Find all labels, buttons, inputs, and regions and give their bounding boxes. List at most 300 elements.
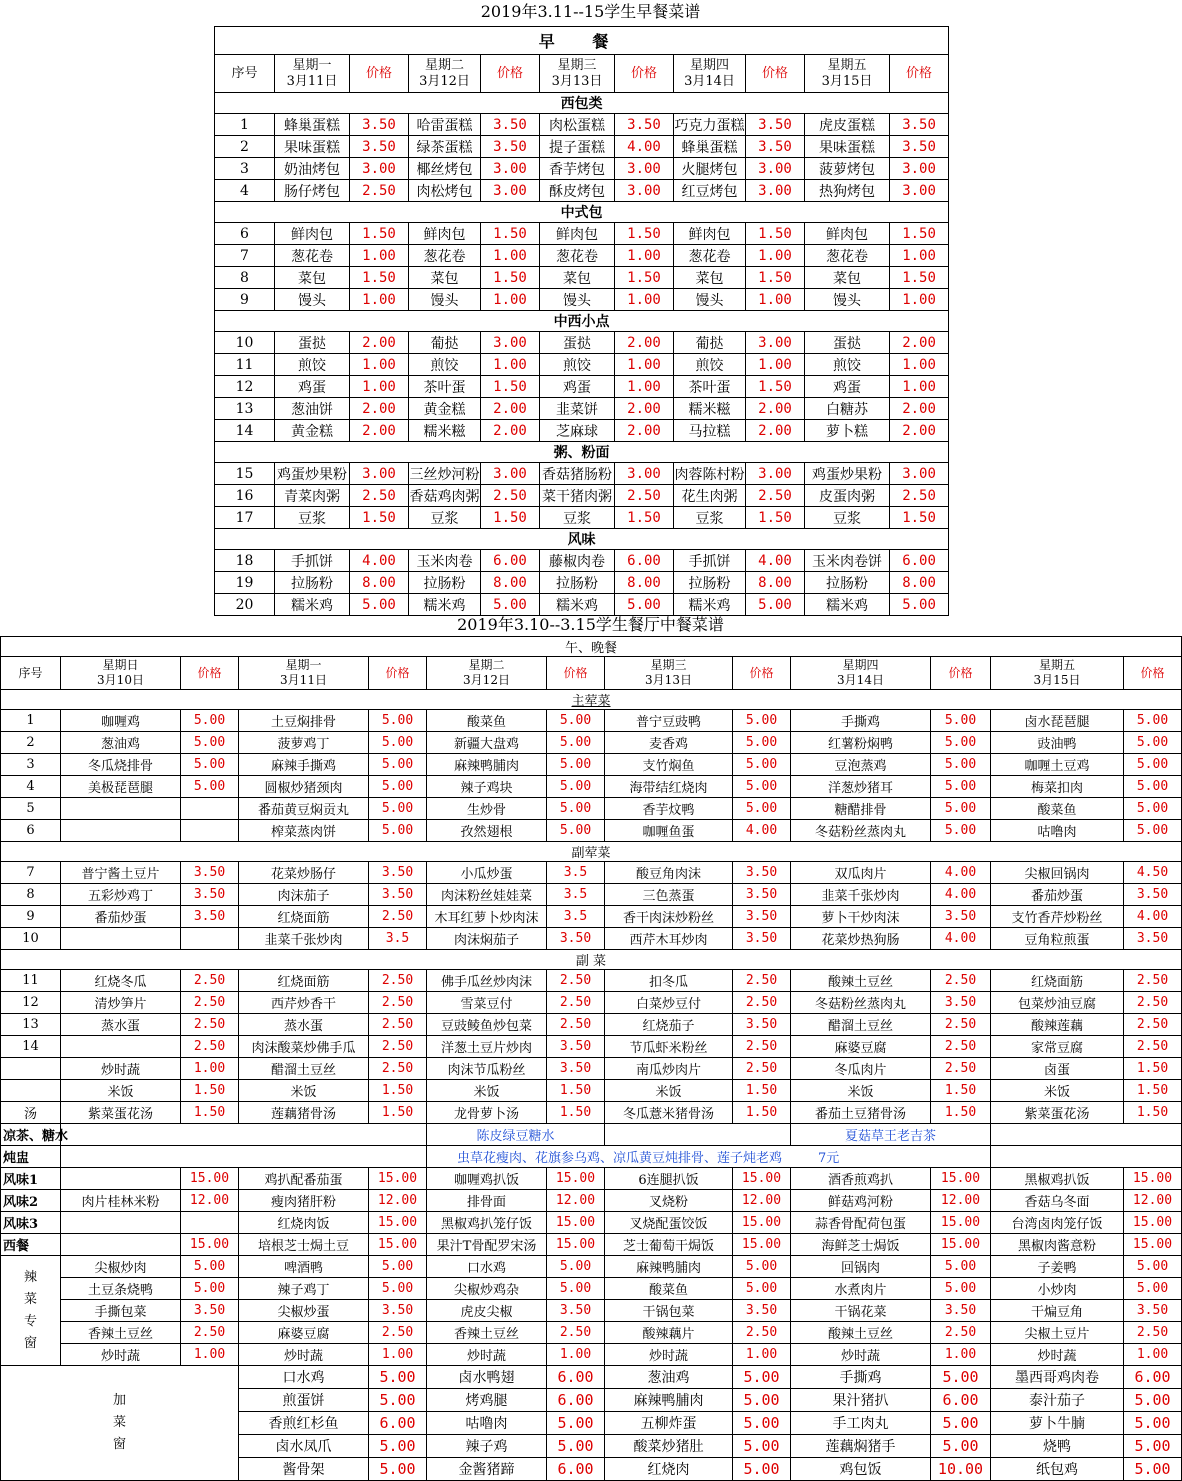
dish-name: 虎皮蛋糕 bbox=[805, 114, 890, 136]
dish-price: 1.00 bbox=[890, 376, 949, 398]
dish-name: 煎蛋饼 bbox=[239, 1389, 369, 1412]
dish-price: 6.00 bbox=[931, 1389, 991, 1412]
dish-name: 葱花卷 bbox=[275, 245, 350, 267]
dish-name: 提子蛋糕 bbox=[540, 136, 615, 158]
dish-price: 15.00 bbox=[369, 1234, 427, 1256]
dish-name: 拉肠粉 bbox=[540, 572, 615, 594]
dish-price bbox=[181, 1212, 239, 1234]
dish-price: 5.00 bbox=[369, 1458, 427, 1481]
extra-label-text: 加菜窗 bbox=[112, 1393, 126, 1452]
dish-price: 3.50 bbox=[181, 906, 239, 928]
dish-name: 菜干猪肉粥 bbox=[540, 485, 615, 507]
dish-name bbox=[61, 1234, 181, 1256]
dish-name: 豆浆 bbox=[275, 507, 350, 529]
section-title: 中式包 bbox=[215, 202, 949, 223]
dish-name: 番茄炒蛋 bbox=[991, 884, 1124, 906]
dish-name: 米饭 bbox=[791, 1080, 931, 1102]
dish-price: 3.00 bbox=[890, 158, 949, 180]
dish-price: 3.00 bbox=[615, 180, 674, 202]
row-number bbox=[1, 1058, 61, 1080]
dish-name: 花菜炒热狗肠 bbox=[791, 928, 931, 950]
day-name: 星期日 bbox=[102, 658, 139, 672]
dish-price: 5.00 bbox=[369, 710, 427, 732]
stew-row bbox=[1, 1146, 1182, 1168]
table-row bbox=[1, 754, 1182, 776]
dish-price: 3.00 bbox=[746, 332, 805, 354]
table-row bbox=[1, 1036, 1182, 1058]
dish-price: 5.00 bbox=[1124, 776, 1182, 798]
day-header bbox=[275, 55, 350, 93]
dish-name: 莲藕焖猪手 bbox=[791, 1435, 931, 1458]
dish-price: 15.00 bbox=[733, 1234, 791, 1256]
dish-name: 香芋炆鸭 bbox=[605, 798, 733, 820]
price-header: 价格 bbox=[733, 657, 791, 690]
dish-price: 1.00 bbox=[181, 1058, 239, 1080]
table-row bbox=[1, 928, 1182, 950]
dish-price: 3.00 bbox=[746, 463, 805, 485]
dish-price: 2.00 bbox=[890, 420, 949, 442]
empty-cell bbox=[991, 1146, 1182, 1168]
dish-price: 5.00 bbox=[1124, 1458, 1182, 1481]
dish-name: 拉肠粉 bbox=[674, 572, 746, 594]
dish-price: 3.00 bbox=[746, 180, 805, 202]
dish-price: 1.00 bbox=[615, 245, 674, 267]
dish-price: 3.50 bbox=[931, 992, 991, 1014]
dish-name: 普宁豆豉鸭 bbox=[605, 710, 733, 732]
table-row bbox=[215, 289, 949, 311]
dish-price: 6.00 bbox=[547, 1458, 605, 1481]
section-title: 风味 bbox=[215, 529, 949, 550]
dish-price: 2.50 bbox=[1124, 1322, 1182, 1344]
dish-name: 卤水琵琶腿 bbox=[991, 710, 1124, 732]
dish-price: 2.50 bbox=[931, 970, 991, 992]
flavor-label: 风味2 bbox=[1, 1190, 61, 1212]
dish-name: 雪菜豆付 bbox=[427, 992, 547, 1014]
dish-name: 紫菜蛋花汤 bbox=[991, 1102, 1124, 1124]
stew-label: 炖盅 bbox=[1, 1146, 61, 1168]
dish-price: 3.50 bbox=[181, 884, 239, 906]
dish-price: 3.50 bbox=[481, 136, 540, 158]
dish-price: 1.00 bbox=[931, 1344, 991, 1366]
dish-name: 葱油鸡 bbox=[605, 1366, 733, 1389]
dish-name: 蛋挞 bbox=[275, 332, 350, 354]
dish-name: 麻辣鸭脯肉 bbox=[605, 1389, 733, 1412]
dish-name: 普宁酱土豆片 bbox=[61, 862, 181, 884]
dish-price: 1.00 bbox=[481, 245, 540, 267]
dish-name: 豉油鸭 bbox=[991, 732, 1124, 754]
dish-price: 3.00 bbox=[481, 332, 540, 354]
section-row bbox=[215, 202, 949, 223]
dish-price bbox=[181, 928, 239, 950]
dish-price: 5.00 bbox=[181, 1256, 239, 1278]
dish-name: 果汁猪扒 bbox=[791, 1389, 931, 1412]
dish-name: 蒸水蛋 bbox=[239, 1014, 369, 1036]
dish-price: 5.00 bbox=[1124, 1412, 1182, 1435]
price-header: 价格 bbox=[181, 657, 239, 690]
seq-header: 序号 bbox=[215, 55, 275, 93]
sub-section-title: 副荤菜 bbox=[1, 842, 1182, 862]
table-row bbox=[1, 798, 1182, 820]
dish-name: 拉肠粉 bbox=[275, 572, 350, 594]
dish-price: 4.00 bbox=[746, 550, 805, 572]
dish-name: 鲜肉包 bbox=[805, 223, 890, 245]
dish-name: 肉蓉陈村粉 bbox=[674, 463, 746, 485]
dish-price: 3.00 bbox=[890, 463, 949, 485]
dish-price: 5.00 bbox=[369, 798, 427, 820]
dish-price: 15.00 bbox=[547, 1212, 605, 1234]
dish-name bbox=[61, 928, 181, 950]
dish-name: 尖椒炒蛋 bbox=[239, 1300, 369, 1322]
dish-price: 5.00 bbox=[369, 732, 427, 754]
dish-name: 香菇猪肠粉 bbox=[540, 463, 615, 485]
dish-price: 2.00 bbox=[615, 420, 674, 442]
dish-name: 蜂巢蛋糕 bbox=[275, 114, 350, 136]
dish-name: 葱油饼 bbox=[275, 398, 350, 420]
dish-name: 烤鸡腿 bbox=[427, 1389, 547, 1412]
dish-name: 培根芝士焗土豆 bbox=[239, 1234, 369, 1256]
dish-price: 3.50 bbox=[1124, 1300, 1182, 1322]
day-header bbox=[791, 657, 931, 690]
dish-name: 五彩炒鸡丁 bbox=[61, 884, 181, 906]
day-date: 3月15日 bbox=[821, 73, 873, 89]
dish-price: 3.00 bbox=[481, 463, 540, 485]
dish-price: 3.50 bbox=[350, 136, 409, 158]
dish-name: 鸡包饭 bbox=[791, 1458, 931, 1481]
dish-price: 5.00 bbox=[890, 594, 949, 616]
dish-name: 酱骨架 bbox=[239, 1458, 369, 1481]
dish-price: 1.50 bbox=[615, 223, 674, 245]
dish-price: 15.00 bbox=[733, 1212, 791, 1234]
dish-name: 蛋挞 bbox=[540, 332, 615, 354]
dish-price: 2.00 bbox=[481, 398, 540, 420]
table-row bbox=[1, 710, 1182, 732]
dish-price: 5.00 bbox=[931, 1278, 991, 1300]
dish-name: 玉米肉卷饼 bbox=[805, 550, 890, 572]
dish-name: 菜包 bbox=[409, 267, 481, 289]
dish-name: 土豆焖排骨 bbox=[239, 710, 369, 732]
dish-name: 西芹炒香干 bbox=[239, 992, 369, 1014]
dish-price: 5.00 bbox=[1124, 1256, 1182, 1278]
day-date: 3月13日 bbox=[551, 73, 603, 89]
dish-price: 3.5 bbox=[369, 928, 427, 950]
veg-section-title: 副 菜 bbox=[1, 950, 1182, 970]
dish-price: 1.00 bbox=[1124, 1344, 1182, 1366]
dish-price: 5.00 bbox=[547, 798, 605, 820]
dish-price: 12.00 bbox=[1124, 1190, 1182, 1212]
dish-name: 米饭 bbox=[61, 1080, 181, 1102]
dish-price: 6.00 bbox=[481, 550, 540, 572]
day-date: 3月11日 bbox=[286, 73, 338, 89]
dish-name: 香菇鸡肉粥 bbox=[409, 485, 481, 507]
dish-price: 2.00 bbox=[746, 420, 805, 442]
table-row bbox=[1, 1102, 1182, 1124]
dish-price: 3.5 bbox=[547, 862, 605, 884]
row-number: 8 bbox=[1, 884, 61, 906]
dish-name: 排骨面 bbox=[427, 1190, 547, 1212]
dish-price: 5.00 bbox=[733, 776, 791, 798]
dish-name: 紫菜蛋花汤 bbox=[61, 1102, 181, 1124]
dish-name bbox=[61, 820, 181, 842]
dish-price: 8.00 bbox=[890, 572, 949, 594]
dish-name: 糯米糍 bbox=[674, 398, 746, 420]
dish-name: 炒时蔬 bbox=[61, 1344, 181, 1366]
row-number: 1 bbox=[1, 710, 61, 732]
day-name: 星期五 bbox=[827, 57, 867, 73]
table-row bbox=[1, 884, 1182, 906]
day-date: 3月14日 bbox=[837, 673, 884, 687]
dish-name: 红烧面筋 bbox=[991, 970, 1124, 992]
dish-name: 麻婆豆腐 bbox=[791, 1036, 931, 1058]
table-row bbox=[215, 158, 949, 180]
dish-price: 5.00 bbox=[369, 1278, 427, 1300]
dish-price: 12.00 bbox=[931, 1190, 991, 1212]
dish-price: 5.00 bbox=[1124, 1435, 1182, 1458]
dish-name: 青菜肉粥 bbox=[275, 485, 350, 507]
dish-name: 南瓜炒肉片 bbox=[605, 1058, 733, 1080]
dish-name: 冬瓜薏米猪骨汤 bbox=[605, 1102, 733, 1124]
dish-price: 4.00 bbox=[615, 136, 674, 158]
dish-price: 5.00 bbox=[931, 798, 991, 820]
dish-price: 5.00 bbox=[733, 1412, 791, 1435]
dish-name: 咖喱鸡 bbox=[61, 710, 181, 732]
dish-price: 5.00 bbox=[181, 776, 239, 798]
dish-price: 3.5 bbox=[547, 906, 605, 928]
dish-price: 5.00 bbox=[733, 1458, 791, 1481]
dish-price: 2.50 bbox=[350, 180, 409, 202]
dish-price: 3.50 bbox=[746, 136, 805, 158]
dish-name: 干锅包菜 bbox=[605, 1300, 733, 1322]
dish-name: 馒头 bbox=[805, 289, 890, 311]
dish-price bbox=[181, 798, 239, 820]
dish-name: 啤酒鸭 bbox=[239, 1256, 369, 1278]
table-row bbox=[215, 507, 949, 529]
dish-name: 醋溜土豆丝 bbox=[239, 1058, 369, 1080]
dish-name: 黑椒肉酱意粉 bbox=[991, 1234, 1124, 1256]
dish-price: 3.50 bbox=[746, 114, 805, 136]
row-number: 18 bbox=[215, 550, 275, 572]
dish-name: 皮蛋肉粥 bbox=[805, 485, 890, 507]
flavor-row bbox=[1, 1234, 1182, 1256]
dish-price: 3.50 bbox=[890, 136, 949, 158]
dish-name: 醋溜土豆丝 bbox=[791, 1014, 931, 1036]
dish-price: 5.00 bbox=[181, 754, 239, 776]
day-header bbox=[991, 657, 1124, 690]
dish-price: 3.50 bbox=[369, 884, 427, 906]
dish-price: 5.00 bbox=[547, 1278, 605, 1300]
dish-name: 小瓜炒蛋 bbox=[427, 862, 547, 884]
dish-price: 2.50 bbox=[369, 1322, 427, 1344]
dish-name: 莲藕猪骨汤 bbox=[239, 1102, 369, 1124]
dish-name: 椰丝烤包 bbox=[409, 158, 481, 180]
dish-price: 3.00 bbox=[350, 463, 409, 485]
dish-name: 白糖苏 bbox=[805, 398, 890, 420]
dish-name: 回锅肉 bbox=[791, 1256, 931, 1278]
dish-price: 5.00 bbox=[931, 710, 991, 732]
dish-name: 鸡蛋炒果粉 bbox=[275, 463, 350, 485]
dish-price: 15.00 bbox=[547, 1234, 605, 1256]
dish-name: 芝士葡萄干焗饭 bbox=[605, 1234, 733, 1256]
tea-item-2: 夏菇草王老吉茶 bbox=[791, 1124, 991, 1146]
dish-price: 6.00 bbox=[615, 550, 674, 572]
day-header bbox=[409, 55, 481, 93]
dish-name: 煎饺 bbox=[540, 354, 615, 376]
dish-name: 糯米鸡 bbox=[540, 594, 615, 616]
extra-row bbox=[1, 1366, 1182, 1389]
dish-price: 2.50 bbox=[481, 485, 540, 507]
dish-name: 包菜炒油豆腐 bbox=[991, 992, 1124, 1014]
dish-price: 4.00 bbox=[733, 820, 791, 842]
dish-name: 红烧面筋 bbox=[239, 970, 369, 992]
dish-price: 3.50 bbox=[890, 114, 949, 136]
dish-price: 1.50 bbox=[181, 1080, 239, 1102]
dish-name: 冬菇粉丝蒸肉丸 bbox=[791, 992, 931, 1014]
dish-price: 1.50 bbox=[733, 1080, 791, 1102]
flavor-label: 风味1 bbox=[1, 1168, 61, 1190]
dish-price: 5.00 bbox=[369, 820, 427, 842]
dish-name: 叉烧粉 bbox=[605, 1190, 733, 1212]
dish-name: 鲜菇鸡河粉 bbox=[791, 1190, 931, 1212]
dish-name: 炒时蔬 bbox=[605, 1344, 733, 1366]
dish-price: 2.00 bbox=[350, 420, 409, 442]
tea-label: 凉茶、糖水 bbox=[1, 1124, 61, 1146]
day-date: 3月14日 bbox=[684, 73, 735, 89]
dish-name: 孜然翅根 bbox=[427, 820, 547, 842]
dish-name: 红豆烤包 bbox=[674, 180, 746, 202]
dish-price: 1.00 bbox=[481, 354, 540, 376]
dish-price: 15.00 bbox=[547, 1168, 605, 1190]
dish-name: 果汁T骨配罗宋汤 bbox=[427, 1234, 547, 1256]
dish-price: 2.50 bbox=[350, 485, 409, 507]
dish-price: 5.00 bbox=[369, 1389, 427, 1412]
dish-name: 扣冬瓜 bbox=[605, 970, 733, 992]
dish-price: 15.00 bbox=[181, 1168, 239, 1190]
dish-name: 糖醋排骨 bbox=[791, 798, 931, 820]
dish-price: 1.50 bbox=[615, 267, 674, 289]
row-number: 2 bbox=[1, 732, 61, 754]
dish-price: 1.50 bbox=[369, 1102, 427, 1124]
dish-price: 5.00 bbox=[547, 1435, 605, 1458]
dish-price: 4.00 bbox=[931, 928, 991, 950]
dish-price: 3.00 bbox=[890, 180, 949, 202]
dish-price: 3.50 bbox=[733, 906, 791, 928]
dish-price: 3.00 bbox=[481, 180, 540, 202]
row-number: 3 bbox=[1, 754, 61, 776]
dish-name bbox=[61, 1036, 181, 1058]
row-number: 12 bbox=[215, 376, 275, 398]
dish-price: 3.50 bbox=[547, 1300, 605, 1322]
dish-name: 冬菇粉丝蒸肉丸 bbox=[791, 820, 931, 842]
dish-name: 香辣土豆丝 bbox=[427, 1322, 547, 1344]
dish-price: 5.00 bbox=[931, 776, 991, 798]
dish-name: 菠萝烤包 bbox=[805, 158, 890, 180]
dish-price: 5.00 bbox=[1124, 1278, 1182, 1300]
dish-price: 5.00 bbox=[1124, 754, 1182, 776]
day-name: 星期四 bbox=[842, 658, 879, 672]
dish-price: 2.50 bbox=[369, 992, 427, 1014]
dish-name: 酥皮烤包 bbox=[540, 180, 615, 202]
dish-price: 5.00 bbox=[733, 1366, 791, 1389]
table-row bbox=[215, 398, 949, 420]
dish-price: 15.00 bbox=[369, 1168, 427, 1190]
dish-price: 1.50 bbox=[1124, 1102, 1182, 1124]
dish-price: 3.50 bbox=[547, 1036, 605, 1058]
dish-price: 3.50 bbox=[369, 862, 427, 884]
dish-price: 2.50 bbox=[369, 1058, 427, 1080]
day-date: 3月13日 bbox=[645, 673, 692, 687]
dish-name: 咖喱土豆鸡 bbox=[991, 754, 1124, 776]
dish-price: 2.50 bbox=[369, 970, 427, 992]
dish-price: 2.00 bbox=[350, 332, 409, 354]
dish-price: 5.00 bbox=[931, 1366, 991, 1389]
dish-price: 5.00 bbox=[733, 732, 791, 754]
stew-price: 7元 bbox=[818, 1151, 840, 1166]
flavor-row bbox=[1, 1190, 1182, 1212]
dish-price: 12.00 bbox=[181, 1190, 239, 1212]
dish-name: 双瓜肉片 bbox=[791, 862, 931, 884]
dish-price: 3.50 bbox=[181, 862, 239, 884]
dish-name: 茶叶蛋 bbox=[674, 376, 746, 398]
table-row bbox=[215, 594, 949, 616]
dish-name: 台湾卤肉笼仔饭 bbox=[991, 1212, 1124, 1234]
dish-price: 4.00 bbox=[931, 862, 991, 884]
dish-price: 3.00 bbox=[746, 158, 805, 180]
dish-name: 米饭 bbox=[239, 1080, 369, 1102]
dish-name: 卤水凤爪 bbox=[239, 1435, 369, 1458]
dish-name: 榨菜蒸肉饼 bbox=[239, 820, 369, 842]
dish-name: 墨西哥鸡肉卷 bbox=[991, 1366, 1124, 1389]
dish-price: 2.50 bbox=[733, 992, 791, 1014]
dish-price: 1.50 bbox=[547, 1080, 605, 1102]
dish-name: 韭菜千张炒肉 bbox=[791, 884, 931, 906]
dish-name: 葱油鸡 bbox=[61, 732, 181, 754]
dish-name: 手抓饼 bbox=[674, 550, 746, 572]
dish-name: 肉沫焖茄子 bbox=[427, 928, 547, 950]
dish-name: 新疆大盘鸡 bbox=[427, 732, 547, 754]
dish-name: 咕噜肉 bbox=[991, 820, 1124, 842]
day-name: 星期三 bbox=[557, 57, 597, 73]
dish-price: 1.50 bbox=[890, 507, 949, 529]
flavor-row bbox=[1, 1212, 1182, 1234]
dish-name: 酸辣藕片 bbox=[605, 1322, 733, 1344]
dish-name: 鸡蛋 bbox=[540, 376, 615, 398]
dish-price: 2.50 bbox=[746, 485, 805, 507]
price-header: 价格 bbox=[746, 55, 805, 93]
dish-price: 5.00 bbox=[369, 1366, 427, 1389]
dish-price: 2.50 bbox=[369, 1036, 427, 1058]
dish-price: 1.00 bbox=[181, 1344, 239, 1366]
dish-price: 5.00 bbox=[733, 1256, 791, 1278]
dish-name: 豆浆 bbox=[409, 507, 481, 529]
dish-name: 肉片桂林米粉 bbox=[61, 1190, 181, 1212]
dish-name: 米饭 bbox=[427, 1080, 547, 1102]
dish-name: 豆浆 bbox=[540, 507, 615, 529]
dish-name: 咕噜肉 bbox=[427, 1412, 547, 1435]
dish-price: 5.00 bbox=[733, 754, 791, 776]
price-header: 价格 bbox=[615, 55, 674, 93]
dish-name: 鲜肉包 bbox=[409, 223, 481, 245]
table-row bbox=[215, 136, 949, 158]
row-number: 4 bbox=[1, 776, 61, 798]
dish-name: 麻辣鸭脯肉 bbox=[427, 754, 547, 776]
dish-name: 火腿烤包 bbox=[674, 158, 746, 180]
dish-price: 1.50 bbox=[890, 267, 949, 289]
dish-price: 1.00 bbox=[615, 376, 674, 398]
dish-name: 五柳炸蛋 bbox=[605, 1412, 733, 1435]
dish-price: 5.00 bbox=[1124, 1389, 1182, 1412]
dish-name: 花生肉粥 bbox=[674, 485, 746, 507]
dish-price: 2.50 bbox=[1124, 970, 1182, 992]
table-row bbox=[215, 485, 949, 507]
